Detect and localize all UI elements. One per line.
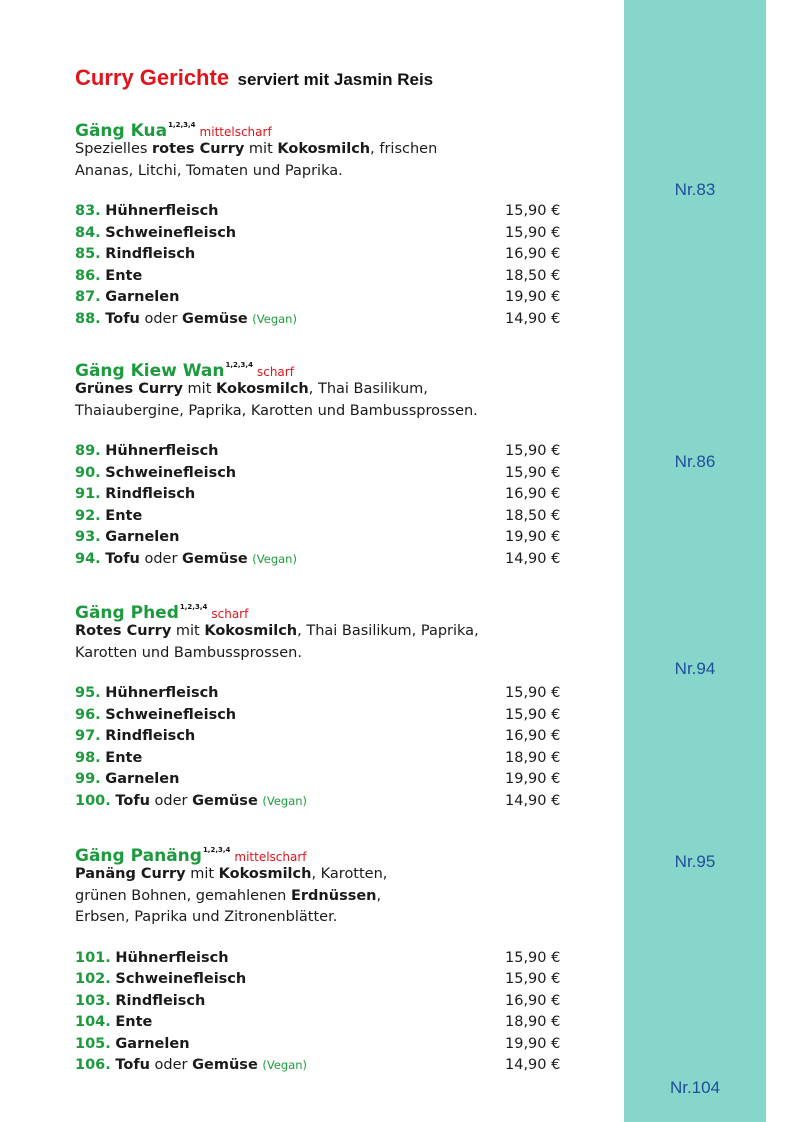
section-heading [75,839,595,866]
item-number: 104. [75,1014,111,1030]
item-number: 88. [75,310,101,327]
item-list [75,441,595,570]
vegan-tag: (Vegan) [262,793,308,808]
item-name [105,508,142,524]
menu-item [75,484,595,506]
menu-item [75,726,595,748]
item-name-part: Garnelen [105,289,180,305]
item-number: 100. [75,792,111,809]
section-name: Gäng Panäng [75,846,202,866]
description-text: Kokosmilch [218,866,312,882]
menu-item [75,266,595,288]
item-name-part: Gemüse [182,550,248,567]
item-price: 18,90 € [505,749,561,766]
menu-item [75,287,595,309]
menu-item [75,527,595,549]
item-name [115,971,246,987]
item-name [105,551,247,567]
item-name [105,268,142,284]
item-name-part: Schweinefleisch [115,971,247,987]
menu-item [75,969,595,991]
item-name [105,750,142,766]
item-price: 16,90 € [505,728,561,744]
item-number: 105. [75,1035,111,1052]
section-name: Gäng Kiew Wan [75,361,225,381]
item-price: 14,90 € [505,310,561,327]
item-number: 103. [75,992,111,1009]
item-name-part: Tofu [115,792,150,809]
section-description [75,379,595,422]
description-text: rotes Curry [152,141,245,157]
item-name [105,707,236,723]
item-list [75,683,595,812]
menu-section [75,839,595,1077]
menu-item [75,506,595,528]
item-price: 16,90 € [505,992,561,1009]
allergen-codes: 1,2,3,4 [225,361,253,369]
vegan-tag: (Vegan) [252,551,297,566]
item-name [115,1057,257,1073]
item-number: 83. [75,203,101,219]
item-price: 15,90 € [505,464,561,481]
item-number: 84. [75,224,101,241]
item-name [115,793,257,809]
menu-item [75,309,595,331]
menu-item [75,223,595,245]
description-text: Kokosmilch [216,381,309,397]
page-title-main: Curry Gerichte [75,65,230,90]
section-heading [75,114,595,141]
item-name-part: Hühnerfleisch [115,949,229,966]
item-name-part: oder [149,1057,193,1073]
item-name [115,1014,152,1030]
sidebar-label: Nr.104 [669,1078,721,1097]
item-name [115,1036,189,1052]
item-price: 14,90 € [505,1057,561,1073]
item-name-part: oder [139,310,183,327]
description-text: grünen Bohnen, gemahlenen [75,887,291,904]
menu-item [75,244,595,266]
item-name [105,443,218,459]
page-title [75,65,433,91]
allergen-codes: 1,2,3,4 [202,846,231,854]
item-number: 85. [75,246,101,262]
description-text: , [376,887,382,904]
description-text: , Thai Basilikum, Paprika, [297,623,479,639]
item-price: 14,90 € [505,550,561,567]
spice-level: scharf [256,365,294,379]
menu-item [75,549,595,571]
item-name-part: oder [139,550,183,567]
vegan-tag: (Vegan) [252,311,297,326]
item-price: 16,90 € [505,246,561,262]
item-price: 15,90 € [505,685,561,701]
section-description [75,864,595,929]
item-name-part: Schweinefleisch [105,224,237,241]
item-number: 86. [75,267,101,284]
item-price: 15,90 € [505,224,561,241]
allergen-codes: 1,2,3,4 [168,121,196,129]
item-name [105,486,195,502]
spice-level: scharf [211,607,249,621]
description-text: mit [185,866,219,882]
item-name-part: Hühnerfleisch [105,443,219,459]
section-heading [75,354,595,381]
section-name: Gäng Phed [75,603,179,623]
description-text: Spezielles [75,141,153,157]
item-name-part: Garnelen [115,1035,190,1052]
menu-item [75,705,595,727]
item-name-part: Tofu [115,1057,150,1073]
item-name-part: Rindfleisch [115,992,206,1009]
menu-item [75,791,595,813]
item-name-part: Ente [105,749,143,766]
section-heading [75,596,595,623]
item-price: 16,90 € [505,486,561,502]
description-text: Kokosmilch [277,141,371,157]
item-price: 15,90 € [505,949,561,966]
item-number: 98. [75,749,101,766]
item-number: 96. [75,706,101,723]
item-name-part: Ente [105,507,143,524]
item-name-part: Schweinefleisch [105,706,237,723]
item-number: 89. [75,443,101,459]
menu-section [75,354,595,570]
item-price: 14,90 € [505,792,561,809]
item-price: 15,90 € [505,203,561,219]
item-name [105,311,247,327]
section-description [75,621,595,664]
item-name-part: Rindfleisch [105,246,196,262]
item-number: 97. [75,728,101,744]
item-name-part: Rindfleisch [105,486,196,502]
item-name [105,465,236,481]
menu-item [75,463,595,485]
item-name-part: Hühnerfleisch [105,203,219,219]
item-price: 19,90 € [505,771,561,787]
item-number: 106. [75,1057,111,1073]
sidebar-label: Nr.86 [674,452,716,471]
item-price: 15,90 € [505,443,561,459]
item-number: 94. [75,550,101,567]
description-text: , Karotten, [311,866,388,882]
item-name [105,685,218,701]
menu-item [75,991,595,1013]
item-name-part: Ente [105,267,143,284]
menu-item [75,948,595,970]
item-name-part: Garnelen [105,529,180,545]
allergen-codes: 1,2,3,4 [179,603,208,611]
item-name-part: Tofu [105,550,140,567]
menu-item [75,1034,595,1056]
page-subtitle: serviert mit Jasmin Reis [237,70,434,89]
description-text: Rotes Curry [75,623,172,639]
description-text: Grünes Curry [75,381,183,397]
item-price: 18,90 € [505,1014,561,1030]
item-name [115,993,205,1009]
menu-item [75,748,595,770]
item-price: 19,90 € [505,289,561,305]
item-name [105,771,179,787]
item-list [75,201,595,330]
menu-item [75,1055,595,1077]
item-number: 91. [75,486,101,502]
item-name-part: oder [149,792,193,809]
item-name-part: Hühnerfleisch [105,685,219,701]
item-price: 19,90 € [505,529,561,545]
description-text: mit [244,141,278,157]
menu-item [75,769,595,791]
menu-item [75,201,595,223]
item-name-part: Rindfleisch [105,728,196,744]
item-name-part: Gemüse [192,1057,258,1073]
description-text: Thaiaubergine, Paprika, Karotten und Bambussprossen. [75,402,478,419]
section-name: Gäng Kua [75,121,168,141]
item-name [105,203,218,219]
item-number: 99. [75,771,101,787]
item-number: 93. [75,529,101,545]
section-description [75,139,595,182]
menu-item [75,441,595,463]
spice-level: mittelscharf [199,125,272,139]
spice-level: mittelscharf [234,850,307,864]
item-number: 90. [75,464,101,481]
item-number: 92. [75,507,101,524]
description-text: Panäng Curry [75,866,186,882]
item-number: 87. [75,289,101,305]
item-name-part: Ente [115,1014,153,1030]
menu-item [75,1012,595,1034]
item-number: 101. [75,949,111,966]
sidebar-label: Nr.95 [674,852,716,871]
item-price: 18,50 € [505,507,561,524]
item-name [105,728,195,744]
item-name-part: Tofu [105,310,140,327]
description-text: , Thai Basilikum, [308,381,428,397]
item-name [105,246,195,262]
item-price: 15,90 € [505,971,561,987]
sidebar-label: Nr.94 [674,659,716,678]
item-price: 18,50 € [505,267,561,284]
menu-item [75,683,595,705]
item-number: 102. [75,971,111,987]
item-name-part: Gemüse [192,792,258,809]
sidebar-label: Nr.83 [674,180,716,199]
description-text: Ananas, Litchi, Tomaten und Paprika. [75,162,343,179]
item-name-part: Garnelen [105,771,180,787]
item-name [105,529,179,545]
description-text: mit [171,623,205,639]
menu-section [75,596,595,812]
description-text: Karotten und Bambussprossen. [75,644,302,661]
vegan-tag: (Vegan) [262,1058,308,1072]
item-name-part: Gemüse [182,310,248,327]
description-text: , frischen [370,141,438,157]
item-name [105,225,236,241]
menu-section [75,114,595,330]
item-number: 95. [75,685,101,701]
description-text: Kokosmilch [204,623,298,639]
item-price: 15,90 € [505,706,561,723]
item-list [75,948,595,1077]
description-text: Erdnüssen [290,887,377,904]
item-name-part: Schweinefleisch [105,464,237,481]
item-name [105,289,179,305]
sidebar-panel [624,0,766,1122]
description-text: Erbsen, Paprika und Zitronenblätter. [75,909,338,925]
description-text: mit [182,381,216,397]
item-price: 19,90 € [505,1035,561,1052]
item-name [115,950,228,966]
